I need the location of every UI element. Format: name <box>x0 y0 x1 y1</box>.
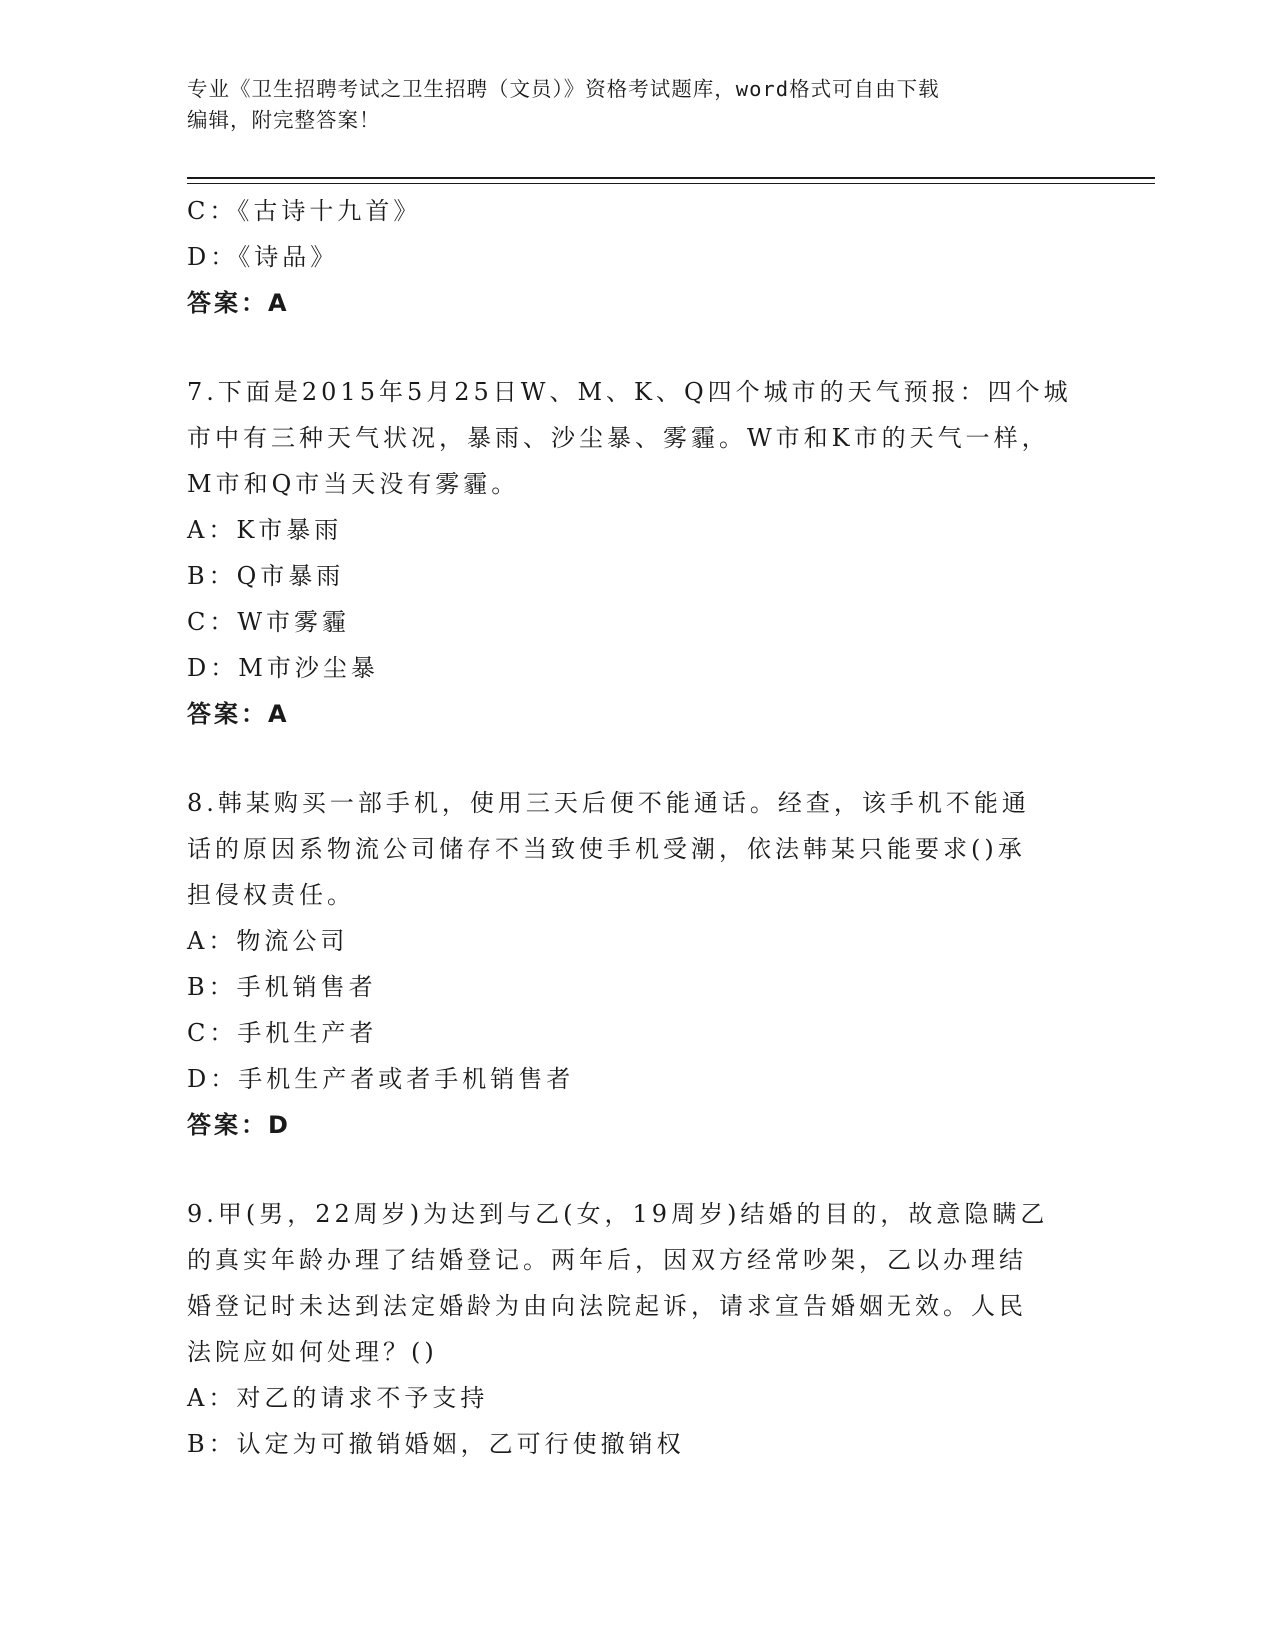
option-b: B：Q市暴雨 <box>187 562 345 590</box>
header-divider-thin <box>187 183 1155 184</box>
question-spacer <box>187 326 1087 369</box>
option-a: A：物流公司 <box>187 927 349 955</box>
option-d: D：手机生产者或者手机销售者 <box>187 1065 575 1093</box>
option-d: D：《诗品》 <box>187 243 339 271</box>
option-c: C：《古诗十九首》 <box>187 197 422 225</box>
document-header <box>187 74 1067 136</box>
question-stem-line: M市和Q市当天没有雾霾。 <box>187 470 520 498</box>
question-8 <box>187 780 1087 1148</box>
option-b: B：手机销售者 <box>187 973 377 1001</box>
header-line-1: 专业《卫生招聘考试之卫生招聘（文员）》资格考试题库，word格式可自由下载 <box>187 77 940 101</box>
option-b: B：认定为可撤销婚姻，乙可行使撤销权 <box>187 1430 685 1458</box>
question-stem-line: 8.韩某购买一部手机，使用三天后便不能通话。经查，该手机不能通 <box>187 789 1030 817</box>
question-stem-line: 9.甲(男，22周岁)为达到与乙(女，19周岁)结婚的目的，故意隐瞒乙 <box>187 1200 1049 1228</box>
answer-line: 答案：D <box>187 1111 291 1139</box>
option-d: D：M市沙尘暴 <box>187 654 379 682</box>
question-stem-line: 法院应如何处理？() <box>187 1338 438 1366</box>
question-spacer <box>187 1148 1087 1191</box>
question-stem-line: 的真实年龄办理了结婚登记。两年后，因双方经常吵架，乙以办理结 <box>187 1246 1027 1274</box>
question-stem-line: 婚登记时未达到法定婚龄为由向法院起诉，请求宣告婚姻无效。人民 <box>187 1292 1027 1320</box>
answer-line: 答案：A <box>187 289 290 317</box>
question-stem-line: 7.下面是2015年5月25日W、M、K、Q四个城市的天气预报：四个城 <box>187 378 1072 406</box>
option-a: A：K市暴雨 <box>187 516 343 544</box>
question-content <box>187 188 1087 1467</box>
answer-line: 答案：A <box>187 700 290 728</box>
question-spacer <box>187 737 1087 780</box>
option-a: A：对乙的请求不予支持 <box>187 1384 489 1412</box>
option-c: C：手机生产者 <box>187 1019 378 1047</box>
question-9 <box>187 1191 1087 1467</box>
header-divider-thick <box>187 177 1155 179</box>
question-6-continued <box>187 188 1087 326</box>
option-c: C：W市雾霾 <box>187 608 351 636</box>
question-stem-line: 担侵权责任。 <box>187 881 355 909</box>
header-line-2: 编辑，附完整答案！ <box>187 108 381 132</box>
question-stem-line: 市中有三种天气状况，暴雨、沙尘暴、雾霾。W市和K市的天气一样， <box>187 424 1050 452</box>
question-stem-line: 话的原因系物流公司储存不当致使手机受潮，依法韩某只能要求()承 <box>187 835 1026 863</box>
question-7 <box>187 369 1087 737</box>
